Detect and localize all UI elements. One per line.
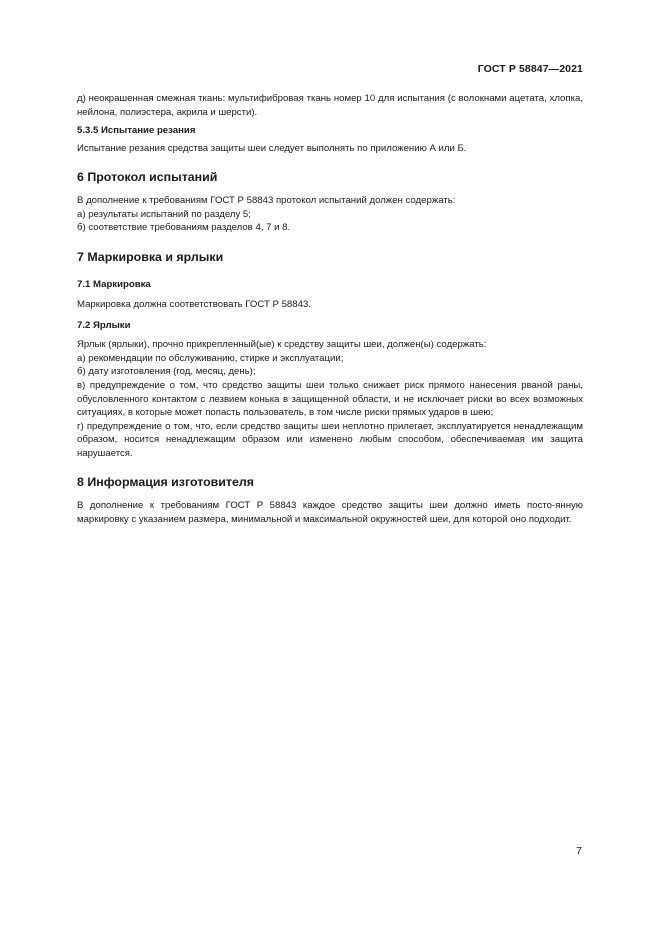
- list-item: г) предупреждение о том, что, если средство защиты шеи неплотно прилегает, эксплуатируется ненадлежащим образом, носится ненадлежащим образом или изменено любым способом, обеспечиваемая им защита нарушается.: [77, 420, 583, 459]
- section-title-8: 8 Информация изготовителя: [77, 475, 254, 490]
- list-item: а) результаты испытаний по разделу 5;: [77, 208, 251, 220]
- subsection-title-7-1: 7.1 Маркировка: [77, 279, 151, 291]
- page-content: [77, 92, 583, 526]
- subsection-text-7-1: Маркировка должна соответствовать ГОСТ Р 58843.: [77, 298, 311, 310]
- list-item-d: д) неокрашенная смежная ткань: мультифибровая ткань номер 10 для испытания (с волокнами ацетата, хлопка, нейлона, полиэстера, акрила и шерсти).: [77, 93, 583, 118]
- subsection-text-5-3-5: Испытание резания средства защиты шеи следует выполнять по приложению А или Б.: [77, 142, 467, 154]
- section-6-intro: В дополнение к требованиям ГОСТ Р 58843 протокол испытаний должен содержать:: [77, 194, 456, 206]
- section-title-6: 6 Протокол испытаний: [77, 170, 218, 185]
- subsection-title-5-3-5: 5.3.5 Испытание резания: [77, 125, 196, 137]
- list-item: а) рекомендации по обслуживанию, стирке и эксплуатации;: [77, 352, 344, 364]
- list-item: б) дату изготовления (год, месяц, день);: [77, 366, 256, 378]
- section-8-text: В дополнение к требованиям ГОСТ Р 58843 каждое средство защиты шеи должно иметь посто-янную маркировку с указанием размера, минимальной и максимальной окружностей шеи, для которой оно подходит.: [77, 500, 583, 525]
- list-item: в) предупреждение о том, что средство защиты шеи только снижает риск прямого нанесения рваной раны, обусловленного контактом с лезвием конька в защищенной области, и не исключает риски во всех возможных ситуациях, в которые может попасть пользователь, в том числе риски прямых ударов в шею;: [77, 379, 583, 419]
- page-number: 7: [576, 845, 582, 857]
- list-item: б) соответствие требованиям разделов 4, 7 и 8.: [77, 222, 291, 234]
- standard-header: ГОСТ Р 58847—2021: [477, 63, 583, 75]
- subsection-title-7-2: 7.2 Ярлыки: [77, 319, 131, 331]
- section-title-7: 7 Маркировка и ярлыки: [77, 249, 224, 264]
- subsection-text-7-2: Ярлык (ярлыки), прочно прикрепленный(ые) к средству защиты шеи, должен(ы) содержать:: [77, 339, 487, 351]
